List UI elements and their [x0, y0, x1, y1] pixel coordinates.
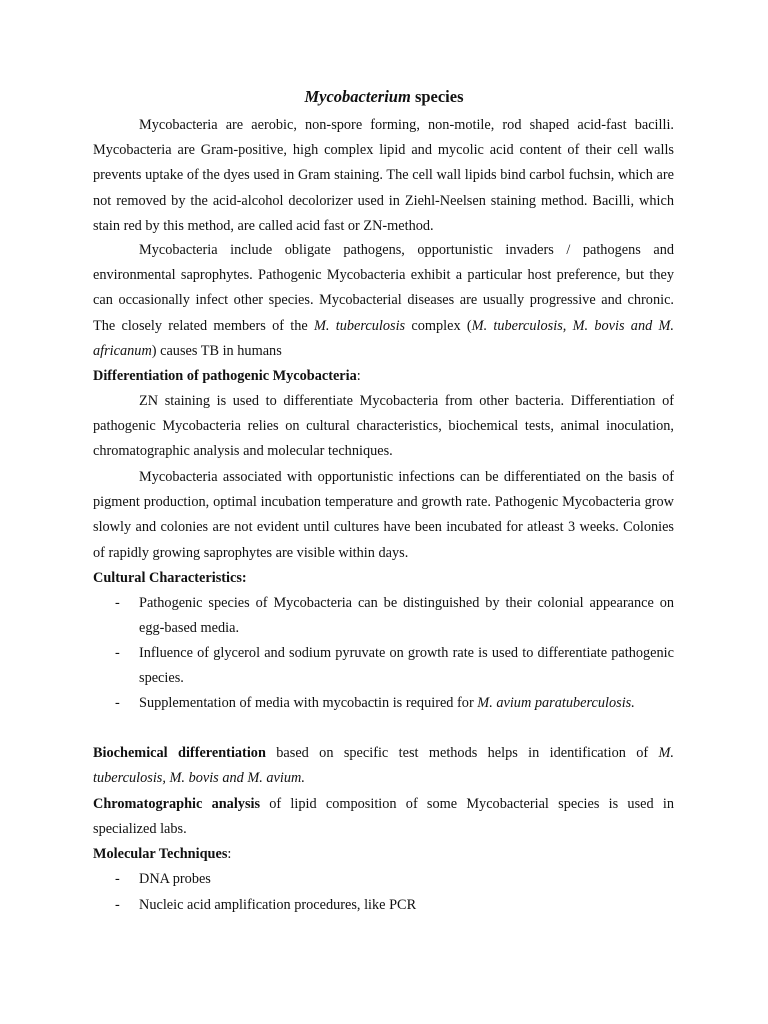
biochemical-text: based on specific test methods helps in identification of — [265, 745, 659, 761]
cultural-item-3-italic: M. avium paratuberculosis. — [477, 695, 635, 711]
biochemical-bold: Biochemical differentiation — [93, 745, 266, 761]
pathogens-text-1: Mycobacteria include obligate pathogens, opportunistic invaders / pathogens and environmental saprophytes. Pathogenic Mycobacteria exhibit a particular host preference, but they can occasionally infect other species. Mycobacterial diseases are usually progressive and chronic. The closely related members of the — [93, 242, 674, 334]
cultural-heading-bold: Cultural Characteristics: — [93, 570, 247, 586]
bullet-dash: - — [115, 695, 120, 711]
cultural-item-3 — [139, 691, 674, 716]
pathogens-text-2: complex ( — [405, 317, 472, 334]
pathogens-text-3: ) causes TB in humans — [151, 342, 282, 359]
page-title — [0, 86, 768, 108]
zn-staining-paragraph: ZN staining is used to differentiate Mycobacteria from other bacteria. Differentiation of pathogenic Mycobacteria relies on cultural characteristics, biochemical tests, animal inoculation, chromatographic analysis and molecular techniques. — [93, 393, 674, 460]
molecular-heading-colon: : — [227, 846, 232, 862]
cultural-item-1: Pathogenic species of Mycobacteria can be distinguished by their colonial appearance on egg-based media. — [139, 595, 674, 637]
bullet-dash: - — [115, 595, 120, 611]
differentiation-heading — [93, 364, 674, 389]
molecular-heading — [93, 842, 674, 867]
biochemical-italic: M. tuberculosis, M. bovis and M. avium. — [93, 745, 674, 787]
pathogens-italic-1: M. tuberculosis — [314, 317, 406, 334]
cultural-heading — [93, 566, 674, 591]
pathogens-italic-2: M. tuberculosis, M. bovis and M. africanum — [93, 317, 675, 359]
cultural-item-2: Influence of glycerol and sodium pyruvate on growth rate is used to differentiate pathogenic species. — [139, 645, 674, 687]
differentiation-heading-bold: Differentiation of pathogenic Mycobacteria — [93, 368, 357, 384]
title-rest: species — [410, 87, 464, 106]
title-italic: Mycobacterium — [304, 87, 411, 106]
chromatographic-text: of lipid composition of some Mycobacterial species is used in specialized labs. — [93, 796, 674, 838]
cultural-item-3-text: Supplementation of media with mycobactin is required for — [139, 695, 478, 711]
bullet-dash: - — [115, 871, 120, 887]
molecular-item-2: Nucleic acid amplification procedures, like PCR — [139, 897, 417, 913]
intro-paragraph: Mycobacteria are aerobic, non-spore forming, non-motile, rod shaped acid-fast bacilli. Mycobacteria are Gram-positive, high complex lipid and mycolic acid content of their cell walls prevents uptake of the dyes used in Gram staining. The cell wall lipids bind carbol fuchsin, which are not removed by the acid-alcohol decolorizer used in Ziehl-Neelsen staining method. Bacilli, which stain red by this method, are called acid fast or ZN-method. — [93, 117, 674, 234]
chromatographic-bold: Chromatographic analysis — [93, 796, 261, 812]
biochemical-paragraph — [93, 741, 674, 791]
molecular-heading-bold: Molecular Techniques — [93, 846, 228, 862]
bullet-dash: - — [115, 897, 120, 913]
bullet-dash: - — [115, 645, 120, 661]
molecular-item-1: DNA probes — [139, 871, 211, 887]
opportunistic-paragraph: Mycobacteria associated with opportunistic infections can be differentiated on the basis of pigment production, optimal incubation temperature and growth rate. Pathogenic Mycobacteria grow slowly and colonies are not evident until cultures have been incubated for atleast 3 weeks. Colonies of rapidly growing saprophytes are visible within days. — [93, 469, 674, 561]
chromatographic-paragraph — [93, 792, 674, 842]
pathogens-paragraph — [93, 238, 674, 364]
differentiation-heading-colon: : — [356, 368, 361, 384]
